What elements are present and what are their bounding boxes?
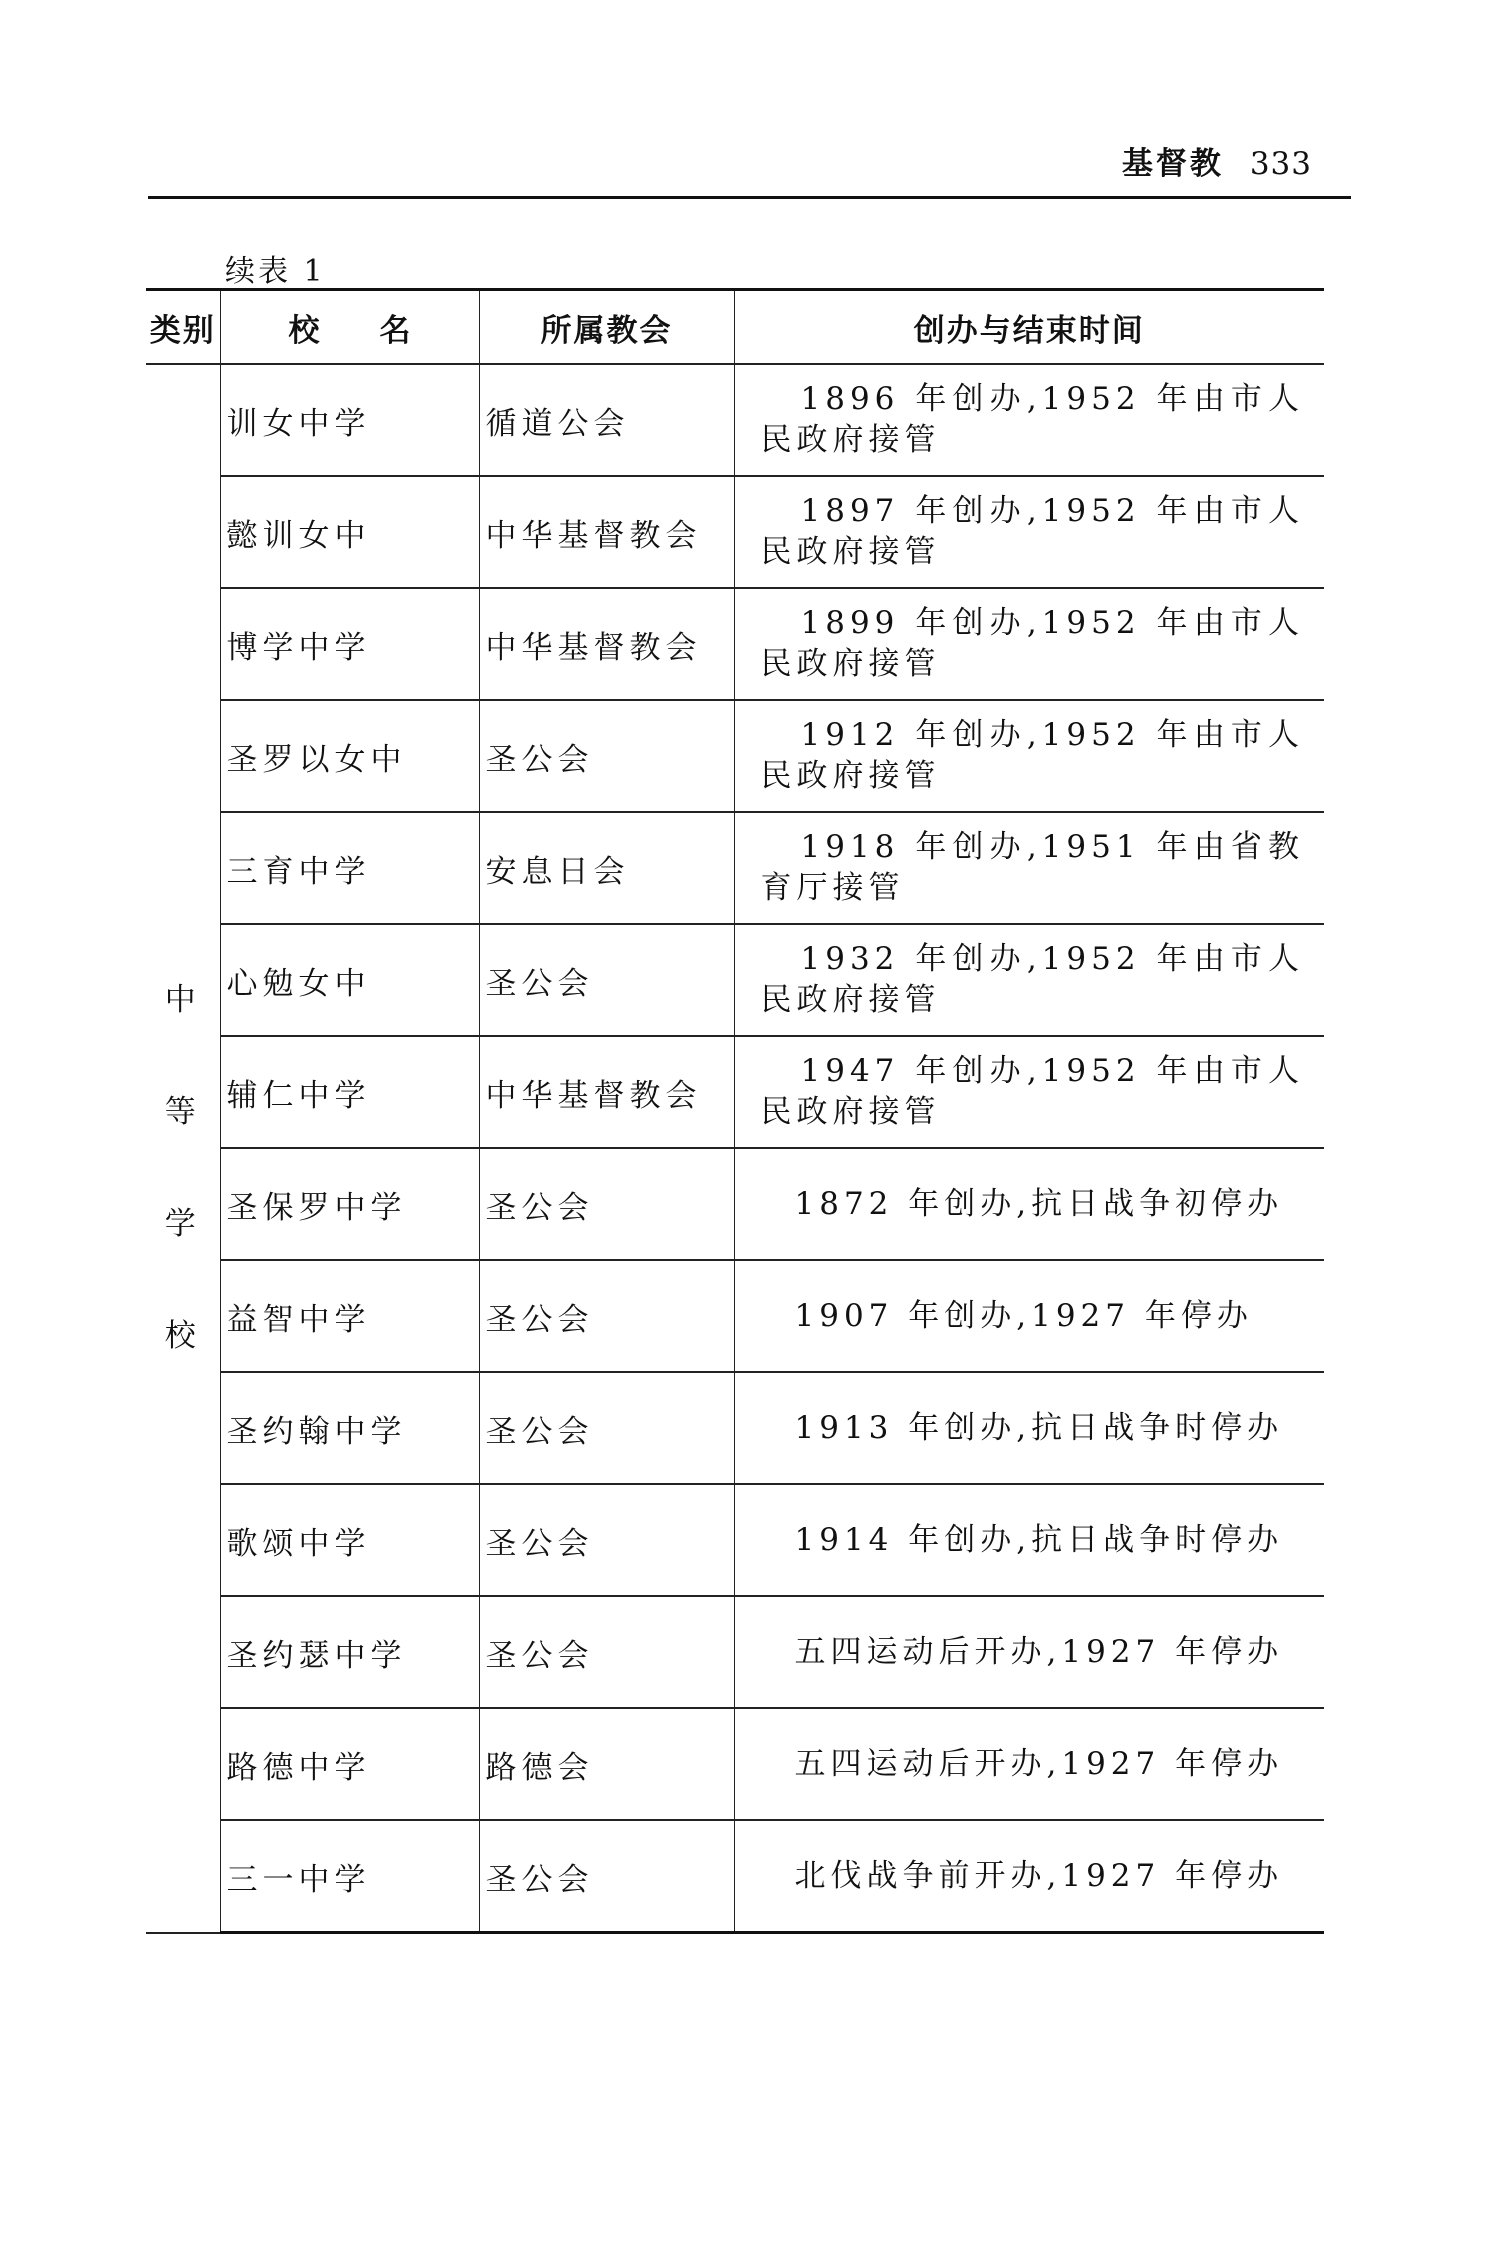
church-cell: 循道公会: [479, 364, 734, 476]
church-cell: 安息日会: [479, 812, 734, 924]
table-row: [146, 1372, 1324, 1484]
school-name-cell: 圣罗以女中: [220, 700, 479, 812]
table-row: [146, 476, 1324, 588]
table-row: [146, 1596, 1324, 1708]
table-row: [146, 1708, 1324, 1820]
table-row: [146, 924, 1324, 1036]
church-cell: 圣公会: [479, 700, 734, 812]
period-cell: 1912 年创办,1952 年由市人民政府接管: [734, 700, 1324, 812]
period-cell: 1932 年创办,1952 年由市人民政府接管: [734, 924, 1324, 1036]
table-body: [146, 364, 1324, 1933]
table-row: [146, 812, 1324, 924]
church-cell: 中华基督教会: [479, 476, 734, 588]
school-name-cell: 博学中学: [220, 588, 479, 700]
school-name-cell: 辅仁中学: [220, 1036, 479, 1148]
header-church: 所属教会: [479, 290, 734, 365]
church-cell: 中华基督教会: [479, 1036, 734, 1148]
period-cell: 1918 年创办,1951 年由省教育厅接管: [734, 812, 1324, 924]
church-cell: 圣公会: [479, 1596, 734, 1708]
category-char: 中: [164, 982, 201, 1019]
header-category: 类别: [146, 290, 220, 365]
page-number: 333: [1249, 146, 1312, 182]
header-period: 创办与结束时间: [734, 290, 1324, 365]
school-name-cell: 益智中学: [220, 1260, 479, 1372]
table-row: [146, 1260, 1324, 1372]
running-header: [1122, 138, 1312, 183]
period-cell: 1907 年创办,1927 年停办: [734, 1260, 1324, 1372]
table-row: [146, 1820, 1324, 1933]
church-cell: 圣公会: [479, 1372, 734, 1484]
table-row: [146, 364, 1324, 476]
category-cell: [146, 364, 220, 1933]
school-name-cell: 三育中学: [220, 812, 479, 924]
school-name-cell: 歌颂中学: [220, 1484, 479, 1596]
header-rule: [148, 196, 1351, 199]
church-cell: 路德会: [479, 1708, 734, 1820]
category-char: 校: [164, 1318, 201, 1355]
period-cell: 1914 年创办,抗日战争时停办: [734, 1484, 1324, 1596]
church-cell: 圣公会: [479, 1484, 734, 1596]
period-cell: 1947 年创办,1952 年由市人民政府接管: [734, 1036, 1324, 1148]
table-row: [146, 700, 1324, 812]
school-name-cell: 心勉女中: [220, 924, 479, 1036]
school-name-cell: 圣保罗中学: [220, 1148, 479, 1260]
church-cell: 圣公会: [479, 924, 734, 1036]
table-row: [146, 1148, 1324, 1260]
period-cell: 北伐战争前开办,1927 年停办: [734, 1820, 1324, 1933]
period-cell: 1896 年创办,1952 年由市人民政府接管: [734, 364, 1324, 476]
school-name-cell: 训女中学: [220, 364, 479, 476]
category-char: 学: [164, 1206, 201, 1243]
school-name-cell: 三一中学: [220, 1820, 479, 1933]
school-name-cell: 圣约翰中学: [220, 1372, 479, 1484]
header-school-name: 校名: [220, 290, 479, 365]
church-cell: 圣公会: [479, 1260, 734, 1372]
table-header-row: [146, 290, 1324, 365]
category-char: 等: [164, 1094, 201, 1131]
period-cell: 1897 年创办,1952 年由市人民政府接管: [734, 476, 1324, 588]
table-row: [146, 1036, 1324, 1148]
period-cell: 1913 年创办,抗日战争时停办: [734, 1372, 1324, 1484]
table-row: [146, 588, 1324, 700]
church-cell: 圣公会: [479, 1148, 734, 1260]
period-cell: 五四运动后开办,1927 年停办: [734, 1708, 1324, 1820]
church-cell: 中华基督教会: [479, 588, 734, 700]
period-cell: 1899 年创办,1952 年由市人民政府接管: [734, 588, 1324, 700]
table-row: [146, 1484, 1324, 1596]
section-title: 基督教: [1121, 146, 1224, 182]
school-name-cell: 路德中学: [220, 1708, 479, 1820]
school-name-cell: 懿训女中: [220, 476, 479, 588]
school-name-cell: 圣约瑟中学: [220, 1596, 479, 1708]
table-caption: 续表 1: [225, 254, 326, 289]
schools-table: [146, 288, 1324, 1934]
period-cell: 1872 年创办,抗日战争初停办: [734, 1148, 1324, 1260]
period-cell: 五四运动后开办,1927 年停办: [734, 1596, 1324, 1708]
church-cell: 圣公会: [479, 1820, 734, 1933]
